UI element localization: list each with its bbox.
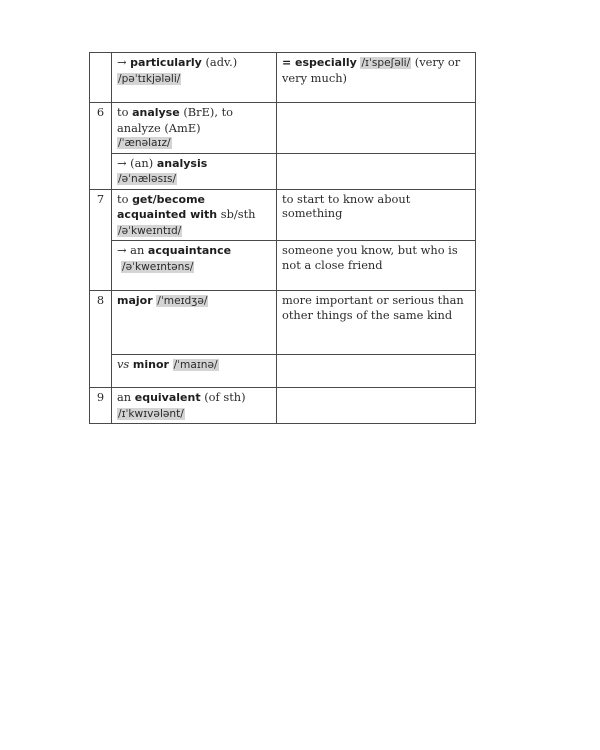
table-row <box>90 103 476 154</box>
term-headword: minor <box>132 358 169 371</box>
term-suffix: (BrE), to analyze (AmE) <box>117 105 234 135</box>
definition-cell: someone you know, but who is not a close friend <box>277 241 476 291</box>
row-number: 7 <box>90 189 112 291</box>
term-pronunciation: /pəˈtɪkjələli/ <box>118 72 181 85</box>
term-headword: equivalent <box>134 391 201 404</box>
term-headword: analysis <box>156 156 208 170</box>
term-contrast-marker: vs <box>117 357 130 371</box>
table-row <box>90 153 476 189</box>
term-cell <box>112 153 277 189</box>
definition-cell: more important or serious than other things of the same kind <box>277 291 476 355</box>
table-row <box>90 189 476 241</box>
term-prefix: → (an) <box>117 155 157 170</box>
definition-text: (very or very much) <box>282 55 461 85</box>
row-number: 8 <box>90 291 112 388</box>
term-headword: major <box>117 294 153 307</box>
term-suffix: sb/sth <box>217 207 256 221</box>
term-pronunciation: /ˈmeɪdʒə/ <box>157 295 208 307</box>
table-row <box>90 53 476 103</box>
term-cell <box>112 189 277 241</box>
definition-cell: to start to know about something <box>277 189 476 241</box>
term-pronunciation: /ɪˈkwɪvələnt/ <box>118 407 184 420</box>
definition-cell <box>277 103 476 154</box>
term-prefix: to <box>117 105 133 119</box>
row-number: 6 <box>90 103 112 190</box>
definition-cell <box>277 153 476 189</box>
definition-cell <box>277 53 476 103</box>
term-suffix: (of sth) <box>200 390 246 404</box>
term-pronunciation: /əˈkweɪntɪd/ <box>118 224 182 237</box>
term-prefix: an <box>117 390 135 404</box>
definition-cell <box>277 388 476 424</box>
term-suffix: (adv.) <box>201 55 238 69</box>
table-row <box>90 291 476 355</box>
table-row <box>90 241 476 291</box>
term-pronunciation: /ˈænəlaɪz/ <box>118 137 171 149</box>
term-cell <box>112 291 277 355</box>
term-prefix: → <box>117 55 131 69</box>
term-headword: analyse <box>132 106 180 119</box>
term-cell <box>112 53 277 103</box>
term-cell <box>112 241 277 291</box>
term-cell <box>112 103 277 154</box>
term-pronunciation: /əˈnæləsɪs/ <box>118 173 177 185</box>
row-number <box>90 53 112 103</box>
vocabulary-table <box>89 52 476 424</box>
definition-pronunciation: /ɪˈspeʃəli/ <box>361 57 411 69</box>
term-headword: get/become acquainted with <box>117 192 218 221</box>
table-row <box>90 355 476 388</box>
term-pronunciation: /əˈkweɪntəns/ <box>122 260 194 273</box>
term-cell <box>112 388 277 424</box>
term-headword: particularly <box>130 56 202 69</box>
term-prefix: to <box>117 191 133 206</box>
term-prefix: → an <box>117 243 148 257</box>
table-row <box>90 388 476 424</box>
term-pronunciation: /ˈmaɪnə/ <box>173 359 218 371</box>
row-number: 9 <box>90 388 112 424</box>
term-headword: acquaintance <box>147 244 232 257</box>
term-cell <box>112 355 277 388</box>
definition-synonym: = especially <box>282 56 357 69</box>
definition-cell <box>277 355 476 388</box>
